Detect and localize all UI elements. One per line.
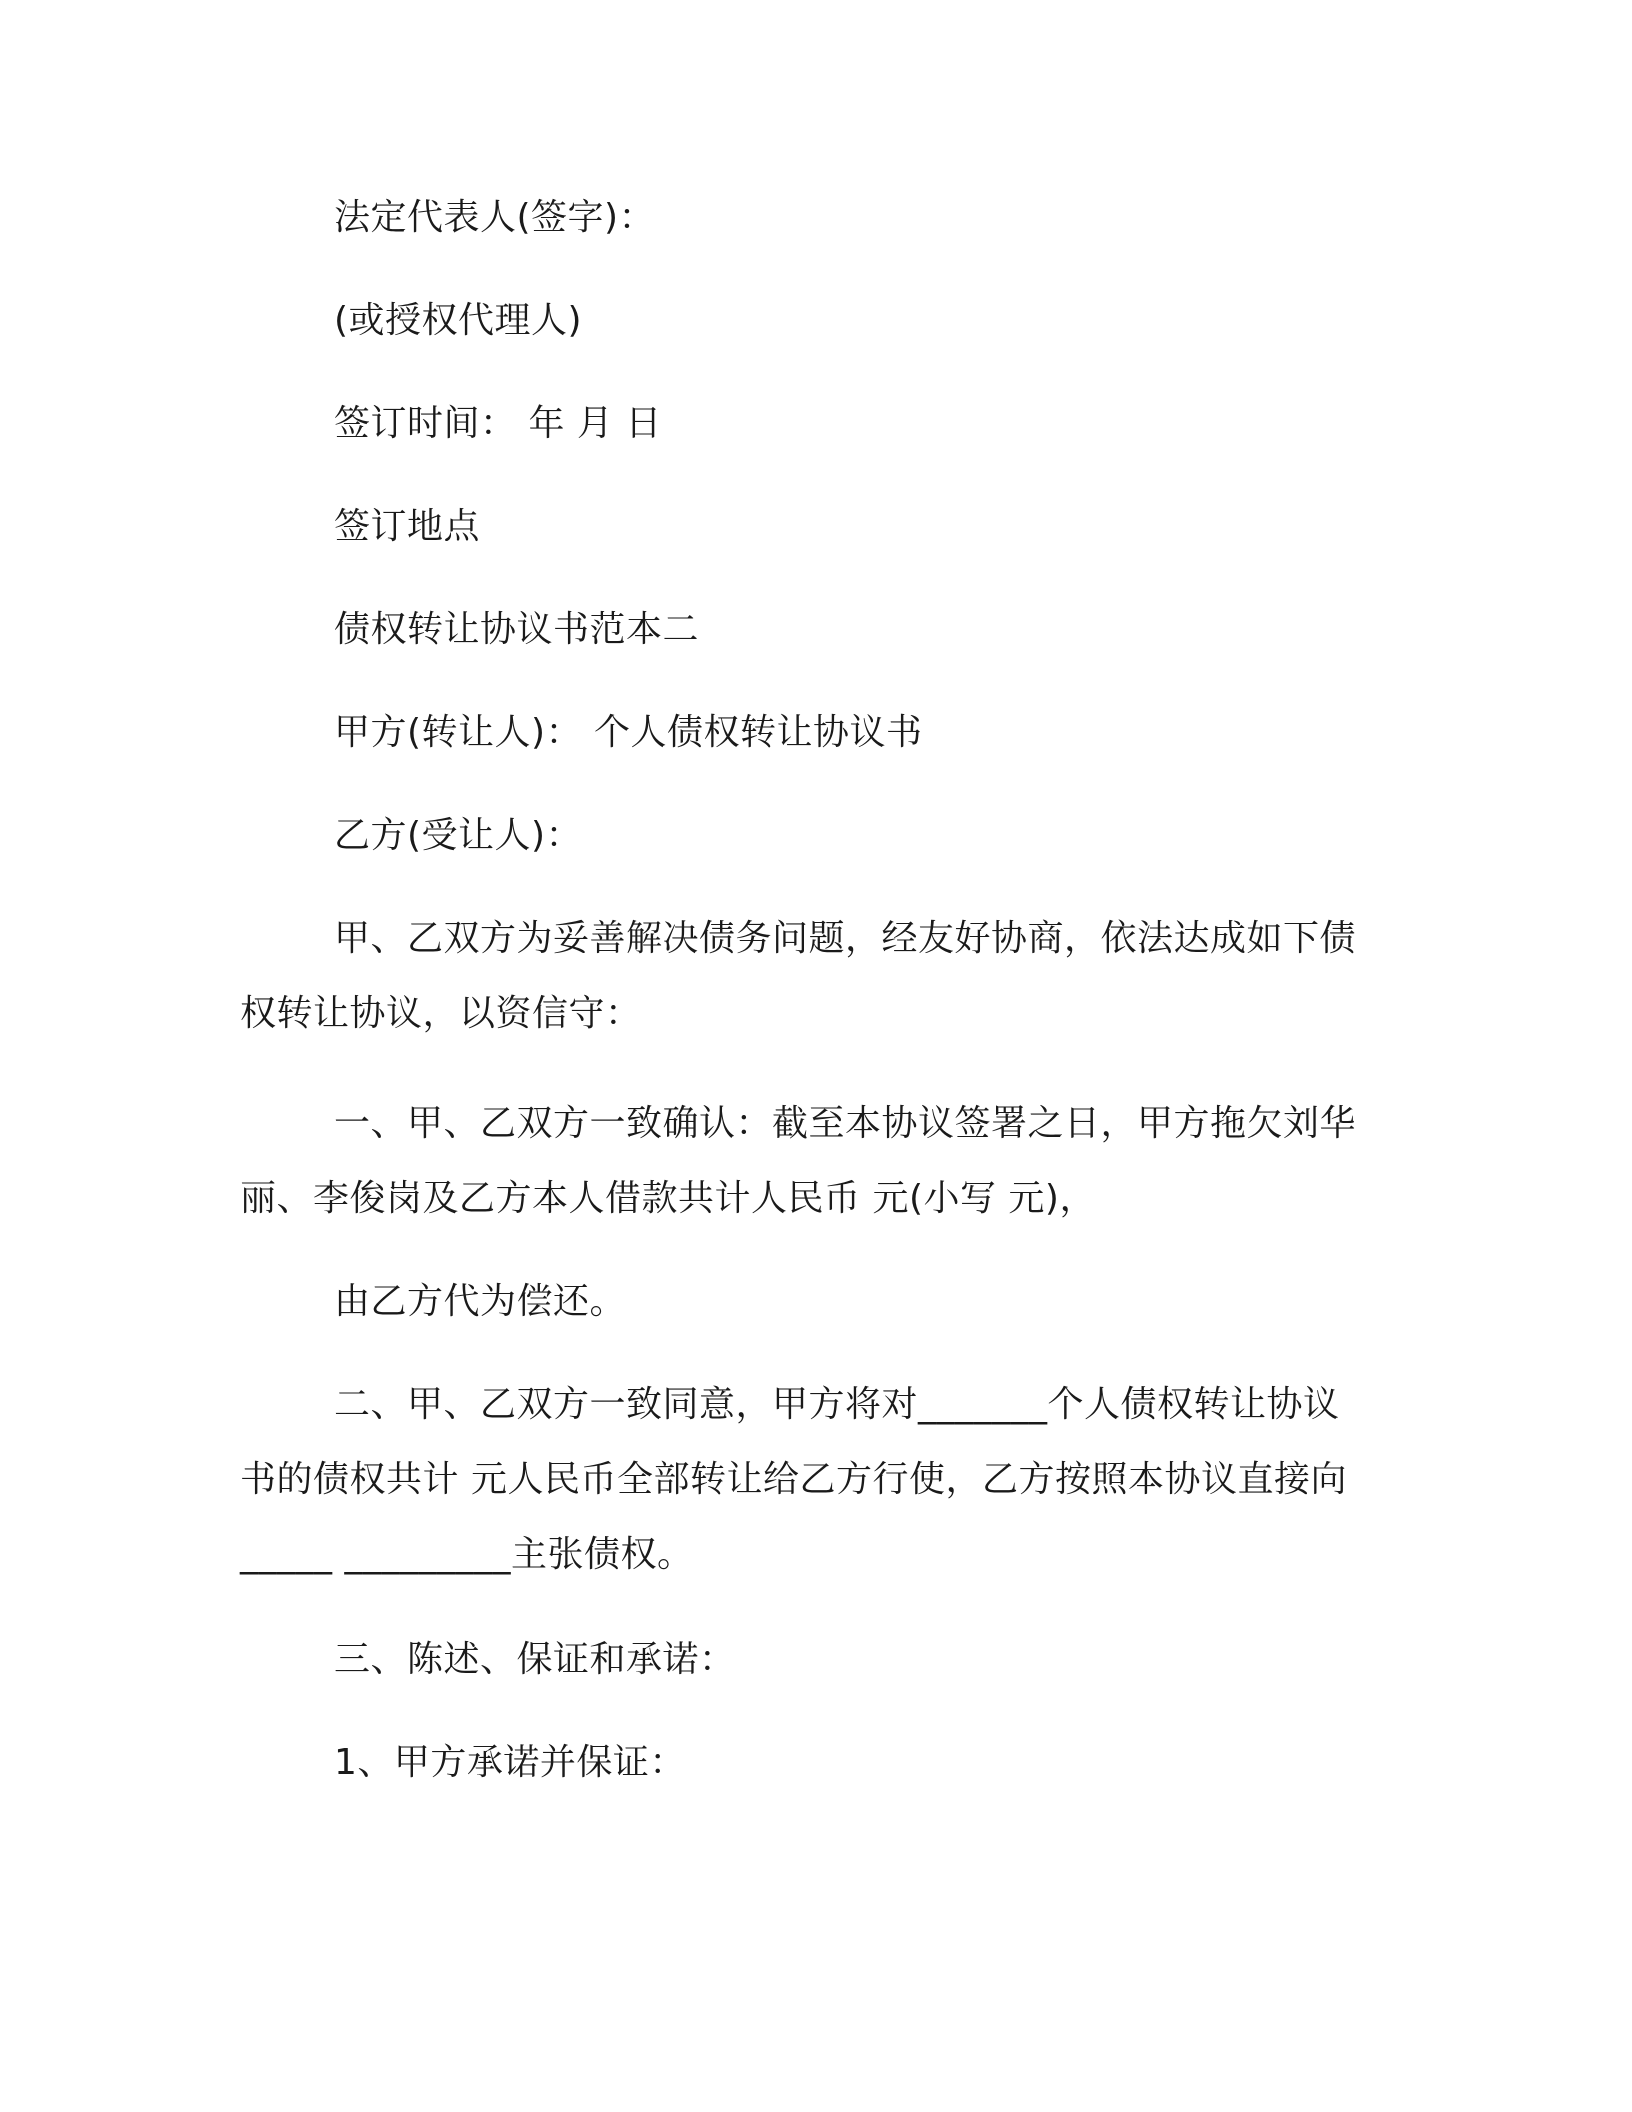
- clause-one-line-2: 丽、李俊岗及乙方本人借款共计人民币 元(小写 元)，: [240, 1178, 1096, 1219]
- preamble-line-1: 甲、乙双方为妥善解决债务问题，经友好协商，依法达成如下债: [334, 918, 1357, 959]
- template-two-heading: 债权转让协议书范本二: [334, 609, 700, 650]
- party-b-line: 乙方(受让人)：: [334, 815, 583, 856]
- clause-two-line-1: 二、甲、乙双方一致同意，甲方将对_______个人债权转让协议: [334, 1384, 1340, 1425]
- signing-place-line: 签订地点: [334, 506, 481, 547]
- clause-three-heading: 三、陈述、保证和承诺：: [334, 1639, 736, 1680]
- clause-one-line-3: 由乙方代为偿还。: [334, 1281, 627, 1322]
- legal-representative-signature-line: 法定代表人(签字)：: [334, 197, 656, 238]
- preamble-line-2: 权转让协议，以资信守：: [240, 993, 642, 1034]
- clause-two-line-3: _____ _________主张债权。: [240, 1534, 694, 1575]
- authorized-agent-line: (或授权代理人): [334, 300, 583, 341]
- clause-one-line-1: 一、甲、乙双方一致确认：截至本协议签署之日，甲方拖欠刘华: [334, 1103, 1357, 1144]
- clause-three-item-one: 1、甲方承诺并保证：: [334, 1742, 686, 1783]
- party-a-line: 甲方(转让人)： 个人债权转让协议书: [334, 712, 923, 753]
- clause-two-line-2: 书的债权共计 元人民币全部转让给乙方行使，乙方按照本协议直接向: [240, 1459, 1347, 1500]
- signing-date-line: 签订时间： 年 月 日: [334, 403, 662, 444]
